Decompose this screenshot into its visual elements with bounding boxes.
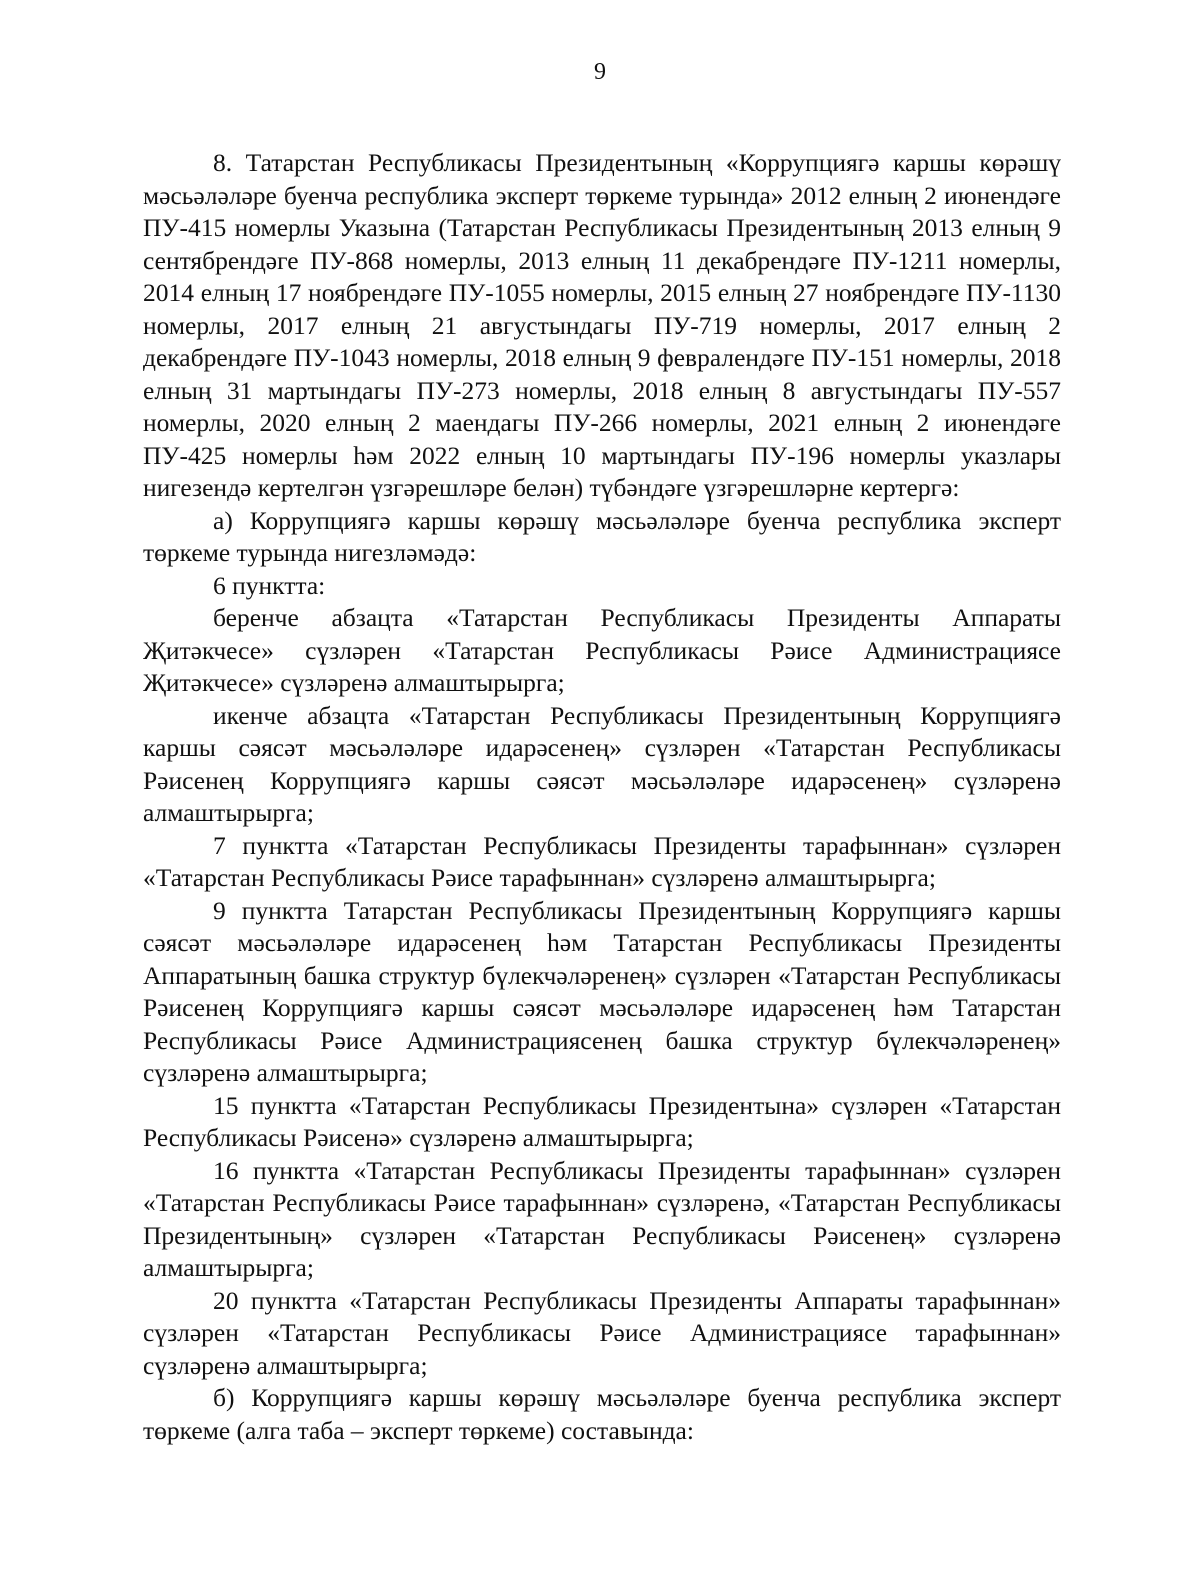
paragraph-subitem-b: б) Коррупциягә каршы көрәшү мәсьәләләре буенча республика эксперт төркеме (алга таба – эксперт төркеме) составында: [143, 1383, 1061, 1445]
paragraph-point-15: 15 пунктта «Татарстан Республикасы Президентына» сүзләрен «Татарстан Республикасы Рәисенә» сүзләренә алмаштырырга; [143, 1090, 1061, 1152]
paragraph-item-8: 8. Татарстан Республикасы Президентының «Коррупциягә каршы көрәшү мәсьәләләре буенча республика эксперт төркеме турында» 2012 елның 2 июнендәге ПУ-415 номерлы Указына (Татарстан Республикасы Президентының 2013 елның 9 сентябрендәге ПУ-868 номерлы, 2013 елның 11 декабрендәге ПУ-1211 номерлы, 2014 елның 17 ноябрендәге ПУ-1055 номерлы, 2015 елның 27 ноябрендәге ПУ-1130 номерлы, 2017 елның 21 августындагы ПУ-719 номерлы, 2017 елның 2 декабрендәге ПУ-1043 номерлы, 2018 елның 9 февралендәге ПУ-151 номерлы, 2018 елның 31 мартындагы ПУ-273 номерлы, 2018 елның 8 августындагы ПУ-557 номерлы, 2020 елның 2 маендагы ПУ-266 номерлы, 2021 елның 2 июнендәге ПУ-425 номерлы һәм 2022 елның 10 мартындагы ПУ-196 номерлы указлары нигезендә кертелгән үзгәрешләре белән) түбәндәге үзгәрешләрне кертергә: [143, 148, 1061, 502]
paragraph-point-9: 9 пунктта Татарстан Республикасы Президентының Коррупциягә каршы сәясәт мәсьәләләре идарәсенең һәм Татарстан Республикасы Президенты Аппаратының башка структур бүлекчәләренең» сүзләрен «Татарстан Республикасы Рәисенең Коррупциягә каршы сәясәт мәсьәләләре идарәсенең һәм Татарстан Республикасы Рәисе Администрациясенең башка структур бүлекчәләренең» сүзләренә алмаштырырга; [143, 895, 1061, 1087]
page-number: 9 [594, 59, 606, 85]
paragraph-second-abzac: икенче абзацта «Татарстан Республикасы Президентының Коррупциягә каршы сәясәт мәсьәләләре идарәсенең» сүзләрен «Татарстан Республикасы Рәисенең Коррупциягә каршы сәясәт мәсьәләләре идарәсенең» сүзләренә алмаштырырга; [143, 700, 1061, 827]
paragraph-point-16: 16 пунктта «Татарстан Республикасы Президенты тарафыннан» сүзләрен «Татарстан Республикасы Рәисе тарафыннан» сүзләренә, «Татарстан Республикасы Президентының» сүзләрен «Татарстан Республикасы Рәисенең» сүзләренә алмаштырырга; [143, 1155, 1061, 1282]
paragraph-point-7: 7 пунктта «Татарстан Республикасы Президенты тарафыннан» сүзләрен «Татарстан Республикасы Рәисе тарафыннан» сүзләренә алмаштырырга; [143, 830, 1061, 892]
document-body [143, 147, 1061, 1447]
paragraph-point-6: 6 пунктта: [213, 570, 326, 600]
paragraph-first-abzac: беренче абзацта «Татарстан Республикасы Президенты Аппараты Җитәкчесе» сүзләрен «Татарстан Республикасы Рәисе Администрациясе Җитәкчесе» сүзләренә алмаштырырга; [143, 603, 1061, 697]
paragraph-subitem-a: а) Коррупциягә каршы көрәшү мәсьәләләре буенча республика эксперт төркеме турында нигезләмәдә: [143, 505, 1061, 567]
paragraph-point-20: 20 пунктта «Татарстан Республикасы Президенты Аппараты тарафыннан» сүзләрен «Татарстан Республикасы Рәисе Администрациясе тарафыннан» сүзләренә алмаштырырга; [143, 1285, 1061, 1380]
